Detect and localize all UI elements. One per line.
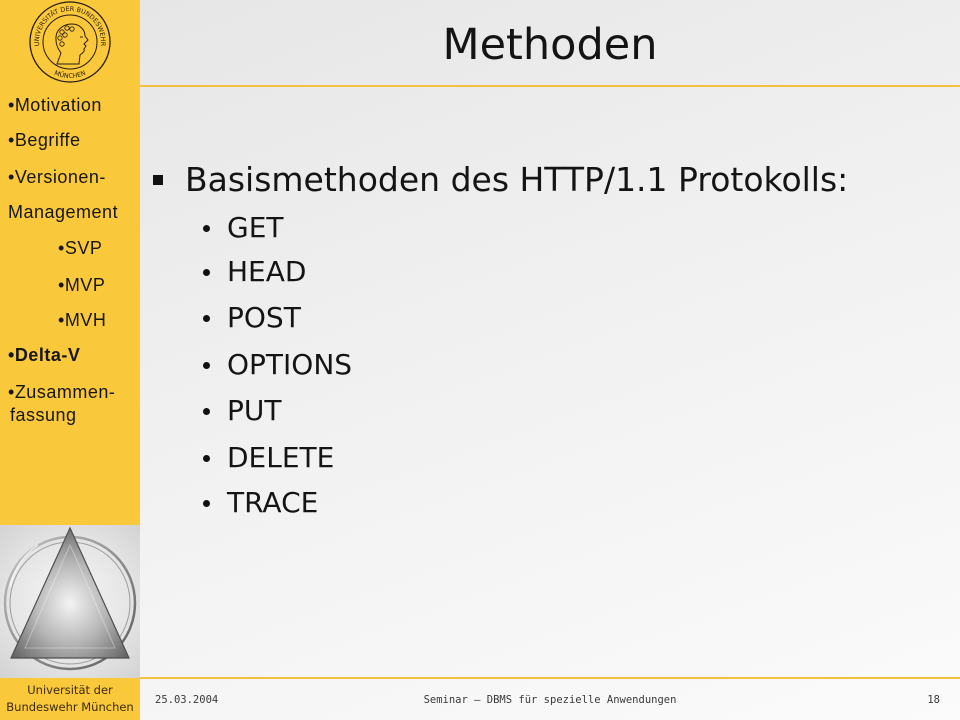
sidebar-item-label: • Zusammen- [8,381,115,403]
sidebar-item-delta-v[interactable] [8,344,80,366]
sidebar-item-versionen-management[interactable] [8,166,118,223]
university-seal-icon [0,0,140,85]
bullet-icon [203,269,210,276]
list-item [195,298,595,338]
page-number: 18 [927,694,940,706]
slide-title: Methoden [442,20,658,70]
main-bullet-text: Basismethoden des HTTP/1.1 Protokolls: [185,160,849,199]
list-item [195,252,595,292]
sidebar-item-motivation[interactable] [8,94,102,116]
sidebar-item-label-continuation: Management [8,202,119,222]
bullet-icon [203,315,210,322]
main-bullet [150,160,930,200]
list-item-text: DELETE [227,441,335,474]
sidebar-item-label: • Begriffe [8,129,81,151]
list-item [195,483,595,523]
seal-text-bottom: MÜNCHEN [53,68,87,81]
emblem-logo [0,525,140,678]
bullet-icon [203,362,210,369]
sidebar-item-label: • MVH [58,309,106,331]
sidebar-item-zusammenfassung[interactable] [8,381,115,426]
sidebar-item-mvh[interactable] [58,309,106,331]
bullet-icon [203,500,210,507]
header-divider [140,85,960,87]
slide-footer [140,680,960,720]
sidebar-item-mvp[interactable] [58,274,105,296]
sidebar-item-label: • MVP [58,274,105,296]
list-item [195,438,595,478]
sidebar-item-svp[interactable] [58,237,102,259]
institution-line: Universität der [27,683,113,697]
sidebar-item-label-continuation: fassung [10,405,77,425]
triangle-circle-emblem-icon [0,525,140,678]
institution-line: Bundeswehr München [6,700,134,714]
seal-text-top: UNIVERSITÄT DER BUNDESWEHR [32,4,108,47]
list-item-text: GET [227,211,284,244]
sidebar [0,0,140,525]
bullet-icon [203,455,210,462]
square-bullet-icon [153,175,163,185]
list-item [195,345,595,385]
list-item-text: HEAD [227,255,307,288]
list-item [195,391,595,431]
bullet-icon [203,225,210,232]
sidebar-item-label: • Versionen- [8,166,118,188]
footer-divider [140,677,960,679]
footer-title: Seminar – DBMS für spezielle Anwendungen [423,694,677,706]
list-item-text: TRACE [227,486,319,519]
list-item [195,208,595,248]
sidebar-item-begriffe[interactable] [8,129,81,151]
sidebar-item-label: • Delta-V [8,344,80,366]
institution-name [0,678,140,720]
sidebar-item-label: • SVP [58,237,102,259]
list-item-text: POST [227,301,301,334]
list-item-text: OPTIONS [227,348,353,381]
university-seal-logo [0,0,140,85]
sidebar-item-label: • Motivation [8,94,102,116]
footer-date: 25.03.2004 [155,694,219,706]
list-item-text: PUT [227,394,282,427]
bullet-icon [203,408,210,415]
